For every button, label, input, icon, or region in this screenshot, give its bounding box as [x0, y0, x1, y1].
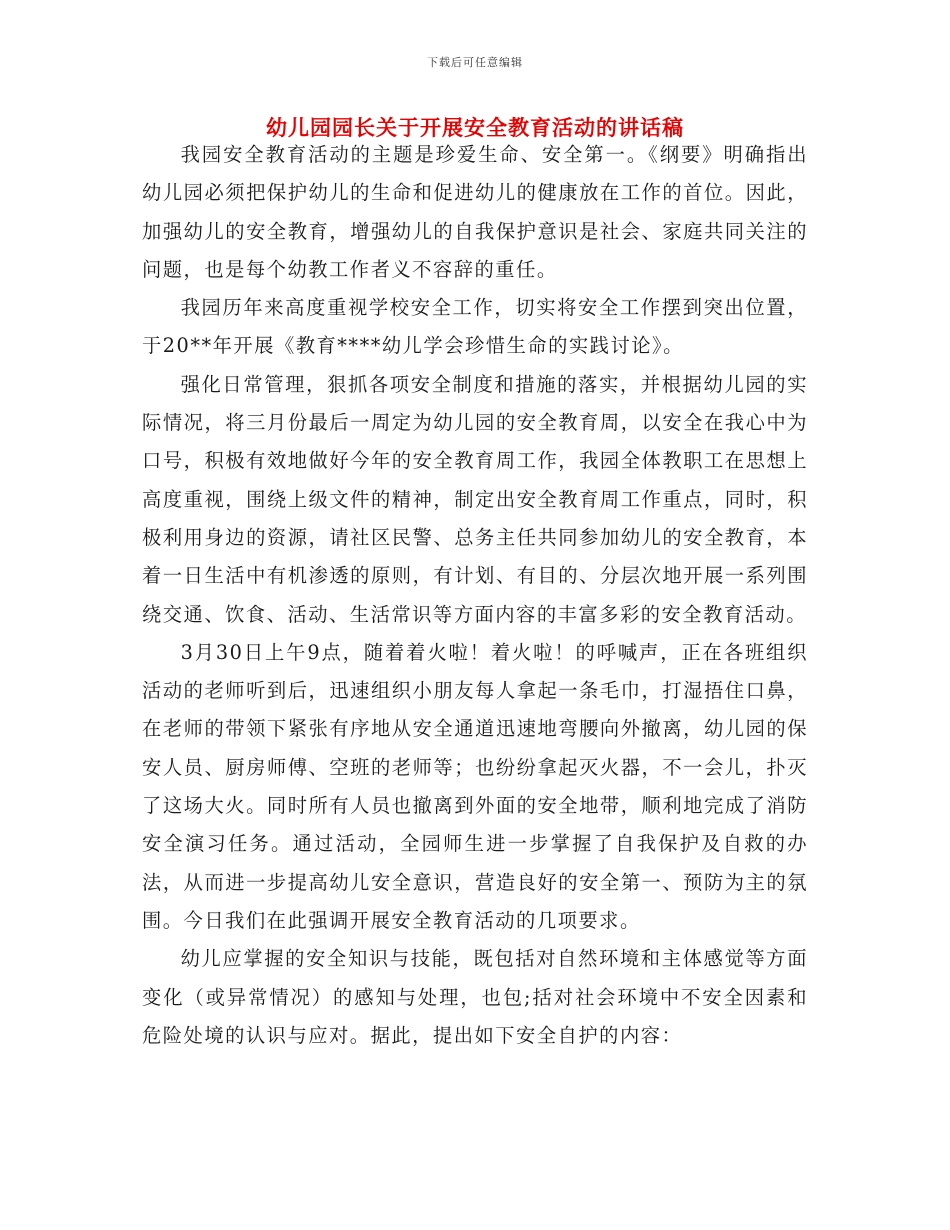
paragraph: 幼儿应掌握的安全知识与技能，既包括对自然环境和主体感觉等方面变化（或异常情况）的感知与处理，也包;括对社会环境中不安全因素和危险处境的认识与应对。据此，提出如下安全自护的内容：: [142, 947, 808, 1047]
document-title: 幼儿园园长关于开展安全教育活动的讲话稿: [266, 116, 684, 140]
paragraph: 3月30日上午9点，随着着火啦！着火啦！的呼喊声，正在各班组织活动的老师听到后，迅速组织小朋友每人拿起一条毛巾，打湿捂住口鼻，在老师的带领下紧张有序地从安全通道迅速地弯腰向外撤离，幼儿园的保安人员、厨房师傅、空班的老师等；也纷纷拿起灭火器，不一会儿，扑灭了这场大火。同时所有人员也撤离到外面的安全地带，顺利地完成了消防安全演习任务。通过活动，全园师生进一步掌握了自我保护及自救的办法，从而进一步提高幼儿安全意识，营造良好的安全第一、预防为主的氛围。今日我们在此强调开展安全教育活动的几项要求。: [142, 640, 808, 932]
paragraph: 我园历年来高度重视学校安全工作，切实将安全工作摆到突出位置，于20**年开展《教育****幼儿学会珍惜生命的实践讨论》。: [142, 296, 808, 358]
header-note: 下载后可任意编辑: [427, 56, 523, 69]
paragraph: 强化日常管理，狠抓各项安全制度和措施的落实，并根据幼儿园的实际情况，将三月份最后一周定为幼儿园的安全教育周，以安全在我心中为口号，积极有效地做好今年的安全教育周工作，我园全体教职工在思想上高度重视，围绕上级文件的精神，制定出安全教育周工作重点，同时，积极利用身边的资源，请社区民警、总务主任共同参加幼儿的安全教育，本着一日生活中有机渗透的原则，有计划、有目的、分层次地开展一系列围绕交通、饮食、活动、生活常识等方面内容的丰富多彩的安全教育活动。: [142, 372, 808, 626]
document-body: [142, 136, 808, 1055]
paragraph: 我园安全教育活动的主题是珍爱生命、安全第一。《纲要》明确指出幼儿园必须把保护幼儿的生命和促进幼儿的健康放在工作的首位。因此，加强幼儿的安全教育，增强幼儿的自我保护意识是社会、家庭共同关注的问题，也是每个幼教工作者义不容辞的重任。: [142, 143, 808, 281]
